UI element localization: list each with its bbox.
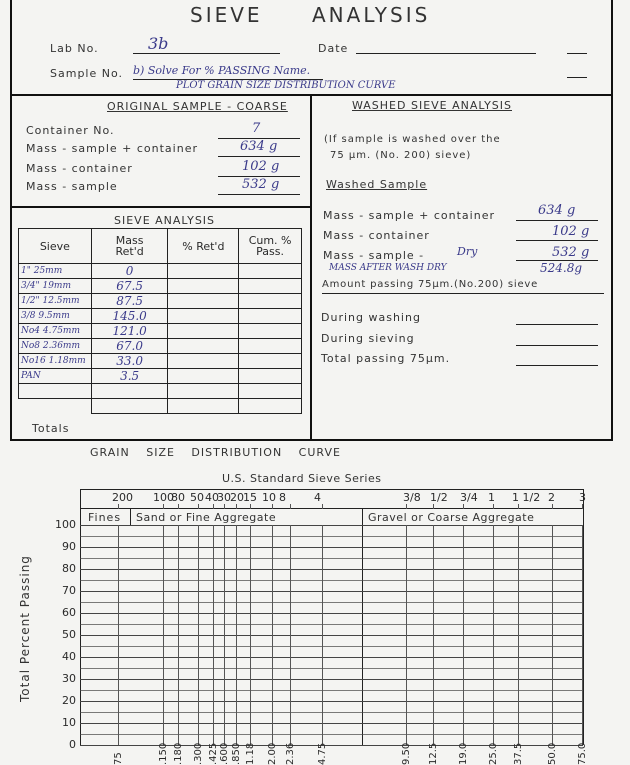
bottom-tick-label: 1.18 <box>245 742 256 765</box>
plot-right <box>583 489 584 745</box>
top-tick-label: 8 <box>279 491 286 504</box>
grid-line-v <box>406 525 407 745</box>
sieve-cell-mass[interactable]: 3.5 <box>91 369 168 384</box>
grid-line-v <box>552 525 553 745</box>
fines-divider <box>130 508 131 525</box>
sieve-cell-cum[interactable] <box>239 324 302 339</box>
w-mass-c-label: Mass - container <box>323 229 430 242</box>
totals-cell[interactable] <box>19 399 92 414</box>
during-sieving-label: During sieving <box>321 332 415 345</box>
top-tick-mark <box>250 504 251 509</box>
amount-passing-underline <box>322 293 604 294</box>
w-mass-sc-value[interactable]: 634 g <box>538 203 576 218</box>
lab-no-label: Lab No. <box>50 42 99 55</box>
fines-label: Fines <box>88 511 122 524</box>
grid-line-v <box>463 525 464 745</box>
series-label: U.S. Standard Sieve Series <box>222 472 382 485</box>
sieve-cell-mass[interactable]: 87.5 <box>91 294 168 309</box>
grid-line-h <box>80 679 583 680</box>
bottom-tick-label: .150 <box>158 742 169 765</box>
gravel-label: Gravel or Coarse Aggregate <box>368 511 535 524</box>
washed-heading: WASHED SIEVE ANALYSIS <box>352 99 512 112</box>
during-sieving-line[interactable] <box>516 345 598 346</box>
grid-line-h <box>80 624 583 625</box>
sieve-cell-cum[interactable] <box>239 369 302 384</box>
top-tick-label: 15 <box>243 491 257 504</box>
col-mass-label-1: Mass <box>115 234 144 247</box>
y-tick-label: 0 <box>69 738 76 751</box>
w-mass-s-value[interactable]: 532 g <box>552 245 590 260</box>
date-line-end <box>567 53 587 54</box>
top-tick-mark <box>236 504 237 509</box>
col-pct-label: % Ret'd <box>182 239 225 253</box>
totals-cell[interactable] <box>239 399 302 414</box>
grid-line-h <box>80 723 583 724</box>
w-mass-sc-line <box>516 220 598 221</box>
grid-line-v <box>198 525 199 745</box>
lab-no-line <box>133 53 280 54</box>
top-tick-label: 80 <box>171 491 185 504</box>
top-tick-mark <box>552 504 553 509</box>
sample-note-1[interactable]: b) Solve For % PASSING Name. <box>133 64 311 77</box>
top-tick-mark <box>163 504 164 509</box>
during-washing-line[interactable] <box>516 324 598 325</box>
top-tick-label: 20 <box>230 491 244 504</box>
grid-line-v <box>433 525 434 745</box>
sieve-cell-mass[interactable]: 67.0 <box>91 339 168 354</box>
top-tick-label: 1/2 <box>430 491 448 504</box>
sieve-row <box>19 339 302 354</box>
original-heading: ORIGINAL SAMPLE - COARSE <box>107 100 288 113</box>
sieve-cell-pct[interactable] <box>168 339 239 354</box>
top-tick-mark <box>224 504 225 509</box>
sieve-row <box>19 279 302 294</box>
grid-line-v <box>518 525 519 745</box>
after-wash-value[interactable]: 524.8g <box>540 261 583 275</box>
grid-line-v <box>178 525 179 745</box>
grid-line-v <box>290 525 291 745</box>
col-cum-label-1: Cum. % <box>248 234 292 247</box>
sieve-cell-mass[interactable] <box>91 384 168 399</box>
col-cum-label-2: Pass. <box>256 245 285 258</box>
sieve-cell-cum[interactable] <box>239 354 302 369</box>
top-tick-mark <box>582 504 583 509</box>
grid-line-h <box>80 745 583 746</box>
top-tick-mark <box>463 504 464 509</box>
top-tick-label: 3 <box>579 491 586 504</box>
top-tick-label: 100 <box>153 491 174 504</box>
grid-line-v <box>213 525 214 745</box>
y-axis-label: Total Percent Passing <box>18 555 32 702</box>
y-tick-label: 100 <box>55 518 76 531</box>
top-tick-label: 4 <box>314 491 321 504</box>
grid-line-h <box>80 558 583 559</box>
bottom-tick-label: .180 <box>173 742 184 765</box>
w-mass-c-value[interactable]: 102 g <box>552 224 590 239</box>
col-sieve-label: Sieve <box>39 239 70 253</box>
bottom-tick-label: 2.36 <box>285 742 296 765</box>
sieve-row <box>19 384 302 399</box>
grid-line-h <box>80 602 583 603</box>
during-washing-label: During washing <box>321 311 421 324</box>
grid-line-v <box>250 525 251 745</box>
top-tick-label: 1 <box>488 491 495 504</box>
sieve-cell-mass[interactable]: 121.0 <box>91 324 168 339</box>
y-tick-label: 50 <box>62 628 76 641</box>
grid-line-h <box>80 525 583 526</box>
col-mass-header <box>91 229 168 264</box>
plot-left <box>80 489 81 745</box>
bottom-tick-label: .300 <box>193 742 204 765</box>
total-passing-line[interactable] <box>516 365 598 366</box>
top-tick-label: 10 <box>262 491 276 504</box>
bottom-tick-label: 2.00 <box>267 742 278 765</box>
frame-left <box>10 0 12 440</box>
form-title-left: SIEVE <box>190 3 263 27</box>
after-wash-label: MASS AFTER WASH DRY <box>329 263 447 273</box>
top-tick-mark <box>518 504 519 509</box>
top-tick-mark <box>198 504 199 509</box>
middle-divider <box>310 94 312 440</box>
grid-line-v <box>272 525 273 745</box>
bottom-tick-label: 75.0 <box>577 742 588 765</box>
sieve-row <box>19 294 302 309</box>
grid-line-h <box>80 646 583 647</box>
sieve-cell-mass[interactable]: 0 <box>91 264 168 279</box>
top-tick-label: 3/4 <box>460 491 478 504</box>
y-tick-label: 90 <box>62 540 76 553</box>
totals-cell[interactable] <box>168 399 239 414</box>
ticks-band-bottom <box>80 508 583 509</box>
w-mass-sc-label: Mass - sample + container <box>323 209 495 222</box>
series-band-top <box>80 489 583 490</box>
gravel-divider <box>362 508 363 745</box>
sieve-table <box>18 228 302 414</box>
sieve-cell-mass[interactable]: 145.0 <box>91 309 168 324</box>
grid-line-h <box>80 712 583 713</box>
sieve-cell-pct[interactable] <box>168 324 239 339</box>
top-tick-label: 40 <box>205 491 219 504</box>
sieve-row <box>19 264 302 279</box>
sieve-cell-sieve[interactable]: 3/4" 19mm <box>19 279 92 294</box>
lab-no-value[interactable]: 3b <box>148 34 169 53</box>
mass-sc-value[interactable]: 634 g <box>240 139 278 154</box>
sieve-cell-mass[interactable]: 33.0 <box>91 354 168 369</box>
totals-row <box>19 399 302 414</box>
grid-line-v <box>582 525 583 745</box>
bottom-tick-label: 12.5 <box>428 742 439 765</box>
y-tick-label: 10 <box>62 716 76 729</box>
sample-line-end <box>567 77 587 78</box>
col-pct-header <box>168 229 239 264</box>
sieve-analysis-heading: SIEVE ANALYSIS <box>114 214 216 227</box>
grid-line-v <box>163 525 164 745</box>
y-tick-label: 70 <box>62 584 76 597</box>
y-tick-label: 40 <box>62 650 76 663</box>
total-passing-label: Total passing 75µm. <box>321 352 451 365</box>
sieve-cell-pct[interactable] <box>168 264 239 279</box>
y-tick-label: 80 <box>62 562 76 575</box>
top-tick-mark <box>322 504 323 509</box>
mass-s-line <box>218 194 300 195</box>
bottom-tick-label: 4.75 <box>317 742 328 765</box>
sieve-cell-cum[interactable] <box>239 309 302 324</box>
mass-sc-line <box>218 156 300 157</box>
sieve-cell-pct[interactable] <box>168 279 239 294</box>
bottom-tick-label: .425 <box>208 742 219 765</box>
sieve-cell-cum[interactable] <box>239 339 302 354</box>
sieve-row <box>19 369 302 384</box>
top-tick-mark <box>272 504 273 509</box>
curve-title: GRAIN SIZE DISTRIBUTION CURVE <box>90 446 341 459</box>
col-sieve-header <box>19 229 92 264</box>
grid-line-h <box>80 668 583 669</box>
grid-line-h <box>80 580 583 581</box>
top-tick-mark <box>178 504 179 509</box>
mass-s-label: Mass - sample <box>26 180 118 193</box>
section-divider <box>10 439 613 441</box>
grid-line-h <box>80 734 583 735</box>
grid-line-h <box>80 547 583 548</box>
sieve-cell-sieve[interactable]: No4 4.75mm <box>19 324 92 339</box>
top-tick-mark <box>118 504 119 509</box>
grid-line-v <box>322 525 323 745</box>
top-tick-mark <box>433 504 434 509</box>
sieve-cell-cum[interactable] <box>239 279 302 294</box>
top-tick-mark <box>290 504 291 509</box>
sieve-cell-sieve[interactable] <box>19 384 92 399</box>
bottom-tick-label: .850 <box>231 742 242 765</box>
bottom-tick-label: 75 <box>113 752 124 765</box>
sand-label: Sand or Fine Aggregate <box>136 511 277 524</box>
grid-line-h <box>80 613 583 614</box>
top-tick-label: 1 1/2 <box>512 491 541 504</box>
y-tick-label: 20 <box>62 694 76 707</box>
top-tick-label: 2 <box>548 491 555 504</box>
sieve-cell-sieve[interactable]: PAN <box>19 369 92 384</box>
sieve-row <box>19 309 302 324</box>
col-mass-label-2: Ret'd <box>115 245 144 258</box>
grid-line-h <box>80 591 583 592</box>
sieve-cell-pct[interactable] <box>168 354 239 369</box>
date-label: Date <box>318 42 349 55</box>
container-no-value[interactable]: 7 <box>252 121 261 136</box>
w-mass-s-label: Mass - sample - <box>323 249 425 262</box>
sieve-cell-sieve[interactable]: No16 1.18mm <box>19 354 92 369</box>
grid-line-v <box>224 525 225 745</box>
y-tick-label: 30 <box>62 672 76 685</box>
sieve-cell-pct[interactable] <box>168 384 239 399</box>
bottom-tick-label: .600 <box>219 742 230 765</box>
sieve-cell-cum[interactable] <box>239 264 302 279</box>
washed-note-2: 75 µm. (No. 200) sieve) <box>330 150 472 161</box>
amount-passing-label: Amount passing 75µm.(No.200) sieve <box>322 279 539 290</box>
w-mass-s-hand: Dry <box>457 245 478 258</box>
grid-line-h <box>80 701 583 702</box>
totals-label: Totals <box>32 422 70 435</box>
washed-sample-label: Washed Sample <box>326 178 428 191</box>
sieve-cell-pct[interactable] <box>168 369 239 384</box>
top-tick-mark <box>213 504 214 509</box>
top-tick-label: 30 <box>217 491 231 504</box>
original-bottom <box>10 206 312 208</box>
mass-sc-label: Mass - sample + container <box>26 142 198 155</box>
totals-cell[interactable] <box>91 399 168 414</box>
sample-no-label: Sample No. <box>50 67 124 80</box>
top-tick-mark <box>493 504 494 509</box>
mass-c-label: Mass - container <box>26 162 133 175</box>
form-title-right: ANALYSIS <box>312 3 431 27</box>
grid-line-h <box>80 569 583 570</box>
grid-line-h <box>80 690 583 691</box>
grid-line-v <box>236 525 237 745</box>
top-tick-label: 200 <box>112 491 133 504</box>
sieve-cell-cum[interactable] <box>239 384 302 399</box>
sieve-row <box>19 324 302 339</box>
top-tick-label: 3/8 <box>403 491 421 504</box>
grid-line-v <box>493 525 494 745</box>
mass-s-value[interactable]: 532 g <box>242 177 280 192</box>
washed-note-1: (If sample is washed over the <box>324 134 501 145</box>
grid-line-h <box>80 635 583 636</box>
bottom-tick-label: 50.0 <box>547 742 558 765</box>
date-line[interactable] <box>356 53 536 54</box>
mass-c-value[interactable]: 102 g <box>242 159 280 174</box>
top-tick-label: 50 <box>190 491 204 504</box>
col-cum-header <box>239 229 302 264</box>
grid-line-h <box>80 657 583 658</box>
sieve-cell-mass[interactable]: 67.5 <box>91 279 168 294</box>
sieve-cell-sieve[interactable]: 3/8 9.5mm <box>19 309 92 324</box>
grid-line-h <box>80 536 583 537</box>
grid-line-v <box>118 525 119 745</box>
container-no-label: Container No. <box>26 124 115 137</box>
sieve-cell-pct[interactable] <box>168 309 239 324</box>
bottom-tick-label: 9.50 <box>401 742 412 765</box>
frame-right <box>611 0 613 440</box>
sieve-cell-sieve[interactable]: 1" 25mm <box>19 264 92 279</box>
top-tick-mark <box>406 504 407 509</box>
sieve-cell-pct[interactable] <box>168 294 239 309</box>
sieve-cell-sieve[interactable]: 1/2" 12.5mm <box>19 294 92 309</box>
bottom-tick-label: 37.5 <box>513 742 524 765</box>
sieve-cell-cum[interactable] <box>239 294 302 309</box>
sample-note-2: PLOT GRAIN SIZE DISTRIBUTION CURVE <box>176 80 396 91</box>
bottom-tick-label: 19.0 <box>458 742 469 765</box>
bottom-tick-label: 25.0 <box>488 742 499 765</box>
y-tick-label: 60 <box>62 606 76 619</box>
sieve-row <box>19 354 302 369</box>
sieve-cell-sieve[interactable]: No8 2.36mm <box>19 339 92 354</box>
w-mass-c-line <box>516 240 598 241</box>
